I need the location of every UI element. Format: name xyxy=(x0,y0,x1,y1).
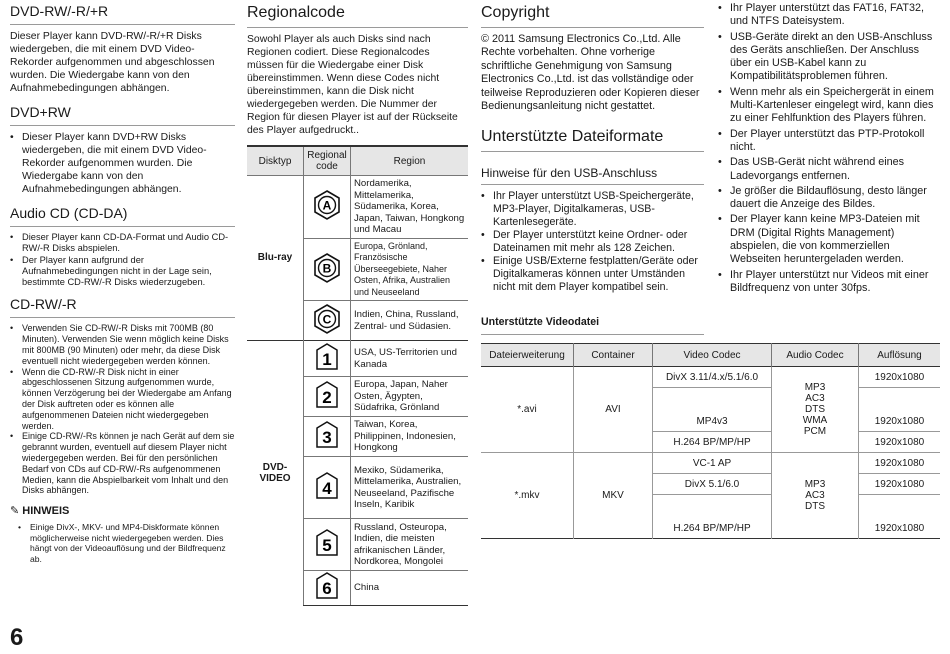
heading-cd-rw-r: CD-RW/-R xyxy=(10,296,235,318)
list-item: • Das USB-Gerät nicht während eines Ladevorgangs entfernen. xyxy=(718,156,940,183)
region-cell: China xyxy=(351,571,469,606)
list-item: • Der Player kann aufgrund der Aufnahmebedingungen nicht in der Lage sein, bestimmte CD-RW/-R Disks wiederzugeben. xyxy=(10,255,235,289)
list-item: • Wenn die CD-RW/-R Disk nicht in einer abgeschlossenen Sitzung aufgenommen wurde, können Verzögerung bei der Wiedergabe am Anfang der Disk auftreten oder es können alle aufgenommenen Dateien nicht wiedergegeben werden. xyxy=(10,367,235,432)
svg-text:A: A xyxy=(322,198,332,213)
svg-text:3: 3 xyxy=(322,427,332,447)
list-item: • Der Player kann keine MP3-Dateien mit DRM (Digital Rights Management) abspielen, die von kommerziellen Webseiten heruntergeladen werden. xyxy=(718,213,940,266)
note-title: HINWEIS xyxy=(22,505,70,518)
paragraph-copyright: © 2011 Samsung Electronics Co.,Ltd. Alle Rechte vorbehalten. Ohne vorherige schriftliche Genehmigung von Samsung Electronics Co.,Ltd. ist das vollständige oder teilweise Reproduzieren oder Kopieren dieser Bedienungsanleitung nicht gestattet. xyxy=(481,33,700,113)
table-cell: H.264 BP/MP/HP xyxy=(653,495,772,539)
list-item: • Dieser Player kann CD-DA-Format und Audio CD-RW/-R Disks abspielen. xyxy=(10,232,235,255)
column-header: Auflösung xyxy=(859,344,941,367)
column-header: Disktyp xyxy=(247,146,304,176)
region-c-icon xyxy=(304,301,351,341)
column-header: Dateierweiterung xyxy=(481,344,574,367)
column-header: Container xyxy=(574,344,653,367)
list-item: • Einige USB/Externe festplatten/Geräte oder Digitalkameras können unter Umständen nicht mit dem Player kompatibel sein. xyxy=(481,255,704,294)
region-5-icon xyxy=(304,519,351,571)
heading-copyright: Copyright xyxy=(481,3,704,28)
list-item: • Ihr Player unterstützt nur Videos mit einer Bildfrequenz von unter 30fps. xyxy=(718,269,940,296)
heading-audio-cd: Audio CD (CD-DA) xyxy=(10,205,235,227)
paragraph-dvd-rw-r: Dieser Player kann DVD-RW/-R/+R Disks wiedergeben, die mit einem DVD Video-Rekorder aufgenommen und abgeschlossen wurden. Die Wiedergabe kann von den Aufnahmebedingungen abhängen. xyxy=(10,31,215,94)
table-cell: DivX 3.11/4.x/5.1/6.0 xyxy=(653,367,772,388)
heading-usb-notes: Hinweise für den USB-Anschluss xyxy=(481,166,704,185)
table-cell: 1920x1080 xyxy=(859,388,941,432)
region-a-icon xyxy=(304,176,351,239)
column-header: Video Codec xyxy=(653,344,772,367)
table-cell: DivX 5.1/6.0 xyxy=(653,474,772,495)
svg-text:B: B xyxy=(322,261,332,275)
heading-region-code: Regionalcode xyxy=(247,3,468,28)
list-item: • USB-Geräte direkt an den USB-Anschluss des Geräts anschließen. Der Anschluss über ein USB-Kabel kann zu Kompatibilitätsproblemen führen. xyxy=(718,31,940,84)
page-number: 6 xyxy=(10,624,24,651)
heading-supported-formats: Unterstützte Dateiformate xyxy=(481,127,704,152)
table-cell: 1920x1080 xyxy=(859,474,941,495)
region-cell: Russland, Osteuropa, Indien, die meisten afrikanischen Länder, Nordkorea, Mongolei xyxy=(351,519,469,571)
column-header: Region xyxy=(351,146,469,176)
column-region-code xyxy=(247,0,468,606)
column-usb-notes-continued xyxy=(718,0,940,297)
svg-text:C: C xyxy=(322,312,332,327)
table-cell: MKV xyxy=(574,453,653,539)
column-disc-types xyxy=(10,0,235,565)
list-item: • Je größer die Bildauflösung, desto länger dauert die Anzeige des Bildes. xyxy=(718,185,940,212)
disk-type-cell: Blu-ray xyxy=(247,176,304,341)
region-2-icon xyxy=(304,377,351,417)
list-item: • Einige CD-RW/-Rs können je nach Gerät auf dem sie gebrannt wurden, eventuell auf diesem Player nicht wiedergegeben werden. Bei für den persönlichen Bedarf von CDs auf CD-RW/-Rs aufgenommenen Medien, kann die Abspielbarkeit vom Inhalt und den Disks abhängen. xyxy=(10,431,235,496)
svg-text:2: 2 xyxy=(322,387,332,407)
list-item: • Ihr Player unterstützt das FAT16, FAT32, und NTFS Dateisystem. xyxy=(718,2,940,29)
svg-text:5: 5 xyxy=(322,535,332,555)
list-item: • Dieser Player kann DVD+RW Disks wiedergeben, die mit einem DVD Video-Rekorder aufgenommen wurden. Die Wiedergabe kann von den Aufnahmebedingungen abhängen. xyxy=(10,131,235,196)
region-cell: Europa, Grönland, Französische Überseegebiete, Naher Osten, Afrika, Australien und Neuseeland xyxy=(351,238,469,301)
region-3-icon xyxy=(304,417,351,457)
svg-text:6: 6 xyxy=(322,579,332,598)
table-cell: MP3 AC3 DTS xyxy=(772,453,859,539)
table-cell: 1920x1080 xyxy=(859,367,941,388)
region-cell: Mexiko, Südamerika, Mittelamerika, Australien, Neuseeland, Pazifische Inseln, Karibik xyxy=(351,457,469,519)
disk-type-cell: DVD-VIDEO xyxy=(247,341,304,606)
heading-dvd-rw-r: DVD-RW/-R/+R xyxy=(10,3,235,25)
video-format-table xyxy=(481,343,940,539)
region-cell: Europa, Japan, Naher Osten, Ägypten, Südafrika, Grönland xyxy=(351,377,469,417)
table-cell: 1920x1080 xyxy=(859,495,941,539)
list-item: • Wenn mehr als ein Speichergerät in einem Multi-Kartenleser eingelegt wird, kann dies zu einer Fehlfunktion des Players führen. xyxy=(718,86,940,126)
heading-supported-video: Unterstützte Videodatei xyxy=(481,316,704,335)
table-cell: VC-1 AP xyxy=(653,453,772,474)
svg-text:4: 4 xyxy=(322,478,332,498)
region-6-icon xyxy=(304,571,351,606)
region-cell: Taiwan, Korea, Philippinen, Indonesien, Hongkong xyxy=(351,417,469,457)
list-item: • Der Player unterstützt das PTP-Protokoll nicht. xyxy=(718,128,940,155)
region-4-icon xyxy=(304,457,351,519)
list-item: • Ihr Player unterstützt USB-Speichergeräte, MP3-Player, Digitalkameras, USB-Kartenlesegeräte. xyxy=(481,190,704,229)
heading-dvd-plus-rw: DVD+RW xyxy=(10,104,235,126)
table-cell: *.mkv xyxy=(481,453,574,539)
region-code-table xyxy=(247,145,468,606)
column-header: Regional code xyxy=(304,146,351,176)
list-item: • Einige DivX-, MKV- und MP4-Diskformate können möglicherweise nicht wiedergegeben werden. Dies hängt von der Videoauflösung und der Bildfrequenz ab. xyxy=(18,522,235,564)
note-heading xyxy=(10,504,235,517)
region-cell: Indien, China, Russland, Zentral- und Südasien. xyxy=(351,301,469,341)
pencil-icon: ✎ xyxy=(10,505,20,518)
region-1-icon xyxy=(304,341,351,377)
table-cell: *.avi xyxy=(481,367,574,453)
table-cell: 1920x1080 xyxy=(859,432,941,453)
paragraph-region-code: Sowohl Player als auch Disks sind nach Regionen codiert. Diese Regionalcodes müssen für die Wiedergabe einer Disk übereinstimmen. Wenn diese Codes nicht übereinstimmen, kann die Disk nicht wiedergegeben werden. Die Nummer der Region für diesen Player ist auf der Rückseite des Player aufgedruckt.. xyxy=(247,34,458,136)
table-cell: 1920x1080 xyxy=(859,453,941,474)
table-cell: AVI xyxy=(574,367,653,453)
region-cell: USA, US-Territorien und Kanada xyxy=(351,341,469,377)
region-cell: Nordamerika, Mittelamerika, Südamerika, Korea, Japan, Taiwan, Hongkong und Macau xyxy=(351,176,469,239)
svg-text:1: 1 xyxy=(322,349,332,369)
table-cell: MP3 AC3 DTS WMA PCM xyxy=(772,367,859,453)
list-item: • Der Player unterstützt keine Ordner- oder Dateinamen mit mehr als 128 Zeichen. xyxy=(481,229,704,255)
table-cell: H.264 BP/MP/HP xyxy=(653,432,772,453)
list-item: • Verwenden Sie CD-RW/-R Disks mit 700MB (80 Minuten). Verwenden Sie wenn möglich keine Disks mit 800MB (90 Minuten) oder mehr, da diese Disk eventuell nicht wiedergegeben werden können. xyxy=(10,323,235,366)
table-cell: MP4v3 xyxy=(653,388,772,432)
column-header: Audio Codec xyxy=(772,344,859,367)
region-b-icon xyxy=(304,238,351,301)
